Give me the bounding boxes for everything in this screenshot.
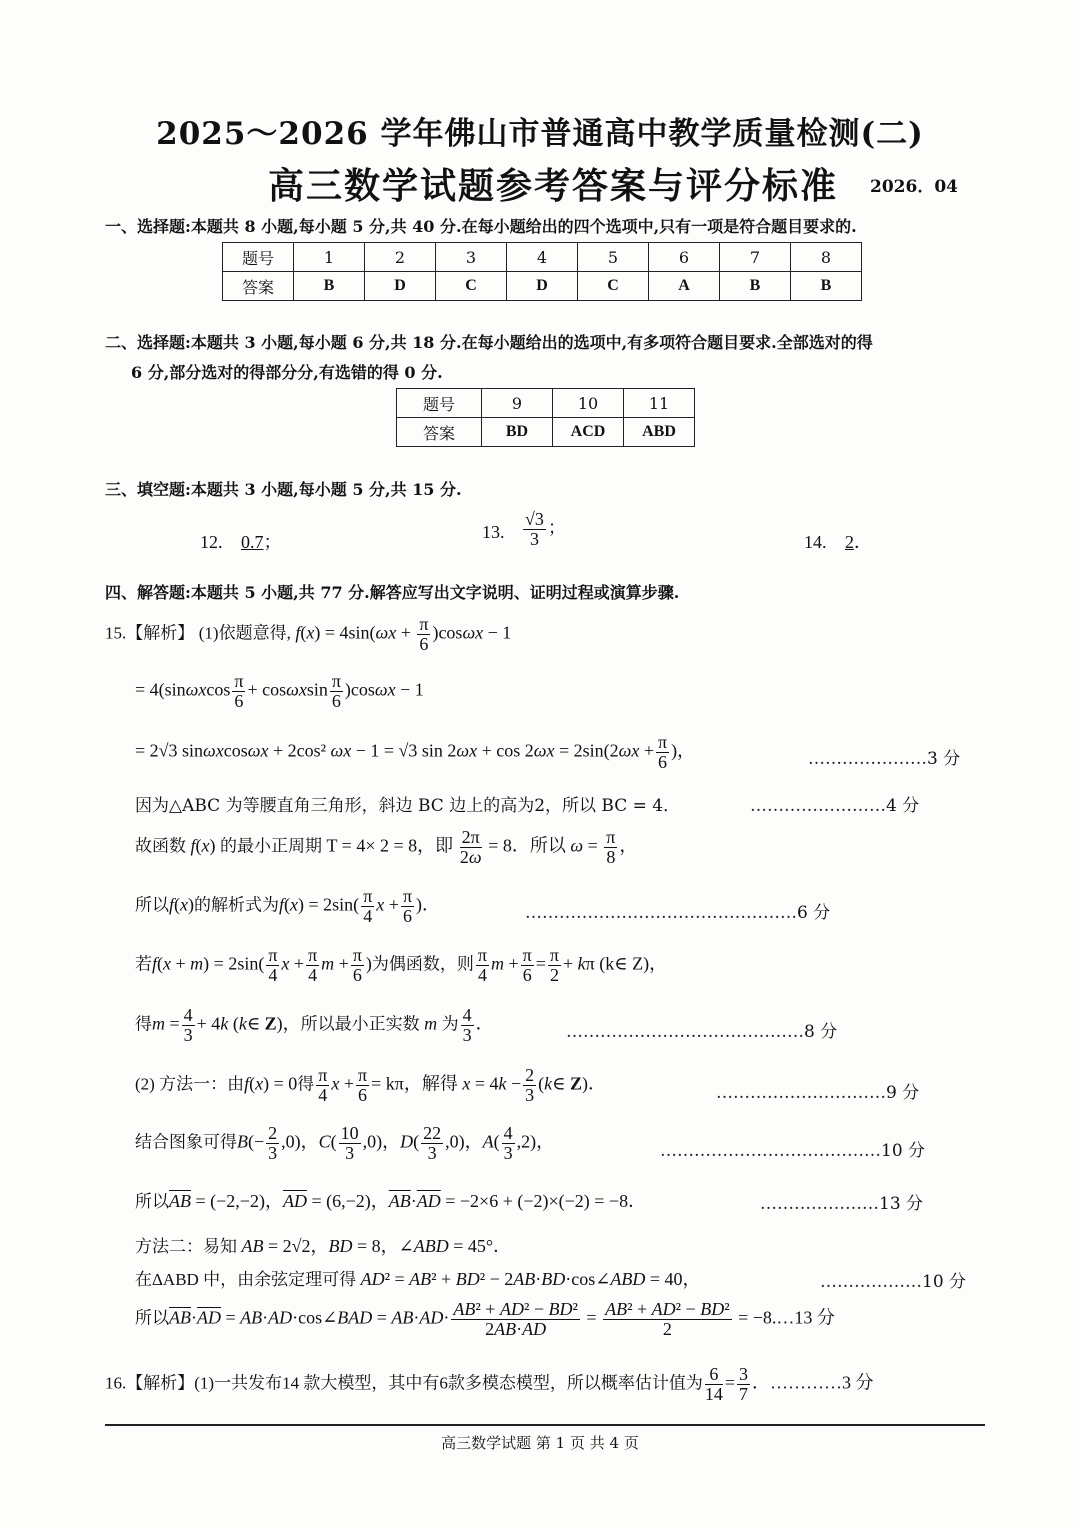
answer-cell: C <box>578 272 649 301</box>
numerator: √3 <box>525 509 544 529</box>
section2-heading-line1: 二、选择题:本题共 3 小题,每小题 6 分,共 18 分.在每小题给出的选项中,有多项符合题目要求.全部选对的得 <box>105 333 873 352</box>
table-row <box>223 272 862 301</box>
fraction: $\frac{\pi}{6}$ <box>419 614 429 654</box>
table-row <box>223 243 862 272</box>
table-row <box>397 389 695 418</box>
row-label: 答案 <box>223 272 294 301</box>
question-number: 1 <box>294 243 365 272</box>
text: (2) 方法一：由 <box>135 1074 245 1094</box>
answer-13: 13. $\frac{√3}{3}$ ； <box>482 509 566 549</box>
q15-line13: 在ΔABD 中，由余弦定理可得 AD² = AB² + BD² − 2AB·BD·cos∠ABD = 40， <box>135 1269 701 1289</box>
text: 结合图象可得 <box>135 1132 237 1152</box>
score-value: 9 分 <box>886 1083 920 1103</box>
answer-value: 0.7 <box>241 532 264 552</box>
section3-heading: 三、填空题:本题共 3 小题,每小题 5 分,共 15 分. <box>105 480 462 499</box>
text: 在ΔABD 中，由余弦定理可得 <box>135 1270 357 1289</box>
text: 的最小正周期 <box>220 836 323 856</box>
section1-answer-table <box>222 242 862 301</box>
fraction: $\frac{2\pi}{2\omega}$ <box>459 827 482 867</box>
denominator: 3 <box>529 528 539 549</box>
fraction: $\frac{6}{14}$ <box>704 1364 723 1404</box>
text: 所以 <box>135 1308 169 1328</box>
text: 得 <box>135 1014 152 1034</box>
fraction: $\frac{\pi}{4}$ <box>308 945 318 985</box>
score-3: …………………3 分 <box>808 749 961 769</box>
section2-answer-table <box>396 388 695 447</box>
question-number: 8 <box>791 243 862 272</box>
q15-line3: = 2√3 sinωxcosωx + 2cos² ωx − 1 = √3 sin 2ωx + cos 2ωx = 2sin(2ωx + $\frac{\pi}{6}$ )， <box>135 732 696 772</box>
score-value: 10 分 <box>881 1141 926 1161</box>
fraction: $\frac{\text{AB² + AD² − BD²}}{2}$ <box>605 1299 730 1339</box>
fraction: $\frac{\pi}{4}$ <box>363 886 373 926</box>
answer-cell: C <box>436 272 507 301</box>
text: (1)依题意得, <box>198 623 291 643</box>
q16-line1: 16.【解析】(1)一共发布14 款大模型，其中有6款多模态模型，所以概率估计值为 $\frac{6}{14}$ = $\frac{3}{7}$ ．…………3 分 <box>105 1364 874 1404</box>
question-number: 9 <box>482 389 553 418</box>
row-label: 题号 <box>397 389 482 418</box>
fraction: $\frac{\pi}{4}$ <box>268 945 278 985</box>
answer-cell: ACD <box>553 418 624 447</box>
answer-14: 14. 2． <box>804 532 872 552</box>
question-number: 6 <box>649 243 720 272</box>
question-number: 12. <box>200 532 223 552</box>
answer-cell: B <box>294 272 365 301</box>
score-10b: ………………10 分 <box>820 1272 967 1292</box>
question-number: 5 <box>578 243 649 272</box>
score-value: 6 分 <box>797 903 831 923</box>
score-value: 13 分 <box>879 1194 924 1214</box>
score-10: …………………………………10 分 <box>660 1141 926 1161</box>
row-label: 题号 <box>223 243 294 272</box>
q15-line6: 所以f(x)的解析式为f(x) = 2sin( $\frac{\pi}{4}$ x + $\frac{\pi}{6}$ )． <box>135 886 441 926</box>
answer-cell: ABD <box>624 418 695 447</box>
score-9: …………………………9 分 <box>716 1083 920 1103</box>
answer-cell: B <box>720 272 791 301</box>
exam-date: 2026．04 <box>870 177 958 197</box>
question-number: 11 <box>624 389 695 418</box>
score-13: …………………13 分 <box>760 1194 924 1214</box>
text: = 8．所以 <box>488 835 566 856</box>
q15-line8: 得m = $\frac{4}{3}$ + 4k (k∈ Z)，所以最小正实数 m 为 $\frac{4}{3}$ ． <box>135 1005 494 1045</box>
question-label: 16.【解析】 <box>105 1373 195 1393</box>
score-value: 10 分 <box>922 1272 967 1292</box>
text: 所以 <box>135 895 169 915</box>
score-8: ……………………………………8 分 <box>566 1022 838 1042</box>
fraction: $\frac{\pi}{6}$ <box>402 886 413 926</box>
fraction: $\frac{\pi}{6}$ <box>657 732 668 772</box>
fraction: $\frac{\pi}{4}$ <box>477 945 488 985</box>
fraction: $\frac{\pi}{6}$ <box>331 671 341 711</box>
fraction: $\frac{\pi}{6}$ <box>352 945 362 985</box>
score-value: 8 分 <box>804 1022 838 1042</box>
page-subtitle: 高三数学试题参考答案与评分标准 <box>268 165 839 207</box>
fraction: $\frac{4}{3}$ <box>503 1123 513 1163</box>
text: 得 <box>297 1074 315 1094</box>
text: (1)一共发布14 款大模型，其中有6款多模态模型，所以概率估计值为 <box>194 1373 703 1393</box>
fraction: $\frac{\text{AB² + AD² − BD²}}{2AB\cdot AD}$ <box>453 1299 578 1339</box>
answer-12: 12. 0.7； <box>200 532 282 552</box>
section4-heading: 四、解答题:本题共 5 小题,共 77 分.解答应写出文字说明、证明过程或演算步骤. <box>105 583 680 602</box>
answer-cell: D <box>365 272 436 301</box>
answer-cell: B <box>791 272 862 301</box>
section2-heading-line2: 6 分,部分选对的得部分分,有选错的得 0 分. <box>131 363 443 382</box>
text: 所以 <box>135 1192 169 1211</box>
q15-line7: 若f(x + m) = 2sin( $\frac{\pi}{4}$ x + $\frac{\pi}{4}$ m + $\frac{\pi}{6}$ )为偶函数，则 $\frac{\pi}{4}$ m + $\frac{\pi}{6}$ = $\frac{\pi}{2}$ + kπ (k∈ Z)， <box>135 945 668 985</box>
page-title: 2025～2026 学年佛山市普通高中教学质量检测(二) <box>156 116 924 152</box>
fraction: $\frac{3}{7}$ <box>738 1364 748 1404</box>
q15-line14: 所以$\overline{AB}\cdot\overline{AD}$ = AB·AD·cos∠BAD = AB·AD· $\frac{\text{AB² + AD² − BD²}}{2AB\cdot AD}$ = $\frac{\text{AB² + AD² − BD²}}{2}$ = −8.…13 分 <box>135 1299 835 1339</box>
answer-cell: A <box>649 272 720 301</box>
score-4: ……………………4 分 <box>750 796 920 816</box>
row-label: 答案 <box>397 418 482 447</box>
fraction: $\frac{\pi}{6}$ <box>522 945 532 985</box>
fraction <box>523 510 546 549</box>
fraction: $\frac{\pi}{2}$ <box>549 945 560 985</box>
q15-line9: (2) 方法一：由f(x) = 0得 $\frac{\pi}{4}$ x + $\frac{\pi}{6}$ = kπ，解得 x = 4k − $\frac{2}{3}$ (k∈ Z)． <box>135 1065 606 1105</box>
question-number: 2 <box>365 243 436 272</box>
q15-line5: 故函数 f(x) 的最小正周期 T = 4× 2 = 8，即 $\frac{2\pi}{2\omega}$ = 8．所以 ω = $\frac{\pi}{8}$ ， <box>135 827 638 867</box>
question-number: 14. <box>804 532 827 552</box>
q15-line2: = 4(sinωxcos $\frac{\pi}{6}$ + cosωxsin $\frac{\pi}{6}$ )cosωx − 1 <box>135 671 424 711</box>
q15-line11: 所以$\overline{AB} = (-2,-2)$，$\overline{AD} = (6,-2)$，$\overline{AB}\cdot\overline{AD} = -2\times 6 + (-2)\times(-2) = -8$． <box>135 1191 647 1211</box>
table-row <box>397 418 695 447</box>
score-value: 3 分 <box>927 749 961 769</box>
text: 所以最小正实数 <box>300 1014 420 1034</box>
text: 方法二：易知 <box>135 1237 237 1256</box>
fraction: $\frac{4}{3}$ <box>183 1005 193 1045</box>
question-number: 3 <box>436 243 507 272</box>
q15-line4: 因为△ABC 为等腰直角三角形，斜边 BC 边上的高为2，所以 BC = 4． <box>135 796 681 816</box>
fraction: $\frac{22}{3}$ <box>423 1123 442 1163</box>
question-number: 13. <box>482 521 505 542</box>
question-label: 15.【解析】 <box>105 623 195 643</box>
fraction: $\frac{2}{3}$ <box>268 1123 278 1163</box>
text: 故函数 <box>135 836 186 856</box>
q15-line12: 方法二：易知 AB = 2√2，BD = 8，∠ABD = 45°． <box>135 1236 512 1256</box>
fraction: $\frac{4}{3}$ <box>462 1005 472 1045</box>
text: = kπ，解得 <box>371 1073 458 1094</box>
score-value: 4 分 <box>886 796 920 816</box>
page-footer: 高三数学试题 第 1 页 共 4 页 <box>441 1434 639 1452</box>
fraction: $\frac{\pi}{4}$ <box>318 1065 328 1105</box>
score-value: 13 分 <box>794 1307 835 1328</box>
question-number: 7 <box>720 243 791 272</box>
score-value: 3 分 <box>841 1372 874 1393</box>
text: (k∈ Z)， <box>599 953 668 974</box>
text: 为偶函数，则 <box>371 954 474 974</box>
fraction: $\frac{\pi}{6}$ <box>358 1065 368 1105</box>
text: 的解析式为 <box>194 895 280 915</box>
fraction: $\frac{\pi}{8}$ <box>606 827 616 867</box>
score-6: …………………………………………6 分 <box>525 903 831 923</box>
q15-line10: 结合图象可得B(− $\frac{2}{3}$ ,0)，C( $\frac{10}{3}$ ,0)，D( $\frac{22}{3}$ ,0)，A( $\frac{4}{3}$ ,2)， <box>135 1123 555 1163</box>
answer-cell: D <box>507 272 578 301</box>
text: 若 <box>135 954 152 974</box>
q15-line1: 15.【解析】 (1)依题意得, f(x) = 4sin(ωx + $\frac{\pi}{6}$ )cosωx − 1 <box>105 614 512 654</box>
text: 为 <box>441 1014 459 1034</box>
fraction: $\frac{10}{3}$ <box>340 1123 359 1163</box>
answer-cell: BD <box>482 418 553 447</box>
fraction: $\frac{\pi}{6}$ <box>234 671 244 711</box>
fraction: $\frac{2}{3}$ <box>525 1065 535 1105</box>
question-number: 10 <box>553 389 624 418</box>
footer-divider <box>105 1424 985 1426</box>
question-number: 4 <box>507 243 578 272</box>
text: T = 4× 2 = 8，即 <box>326 835 454 856</box>
answer-value: 2 <box>845 532 854 552</box>
section1-heading: 一、选择题:本题共 8 小题,每小题 5 分,共 40 分.在每小题给出的四个选项中,只有一项是符合题目要求的. <box>105 217 857 236</box>
